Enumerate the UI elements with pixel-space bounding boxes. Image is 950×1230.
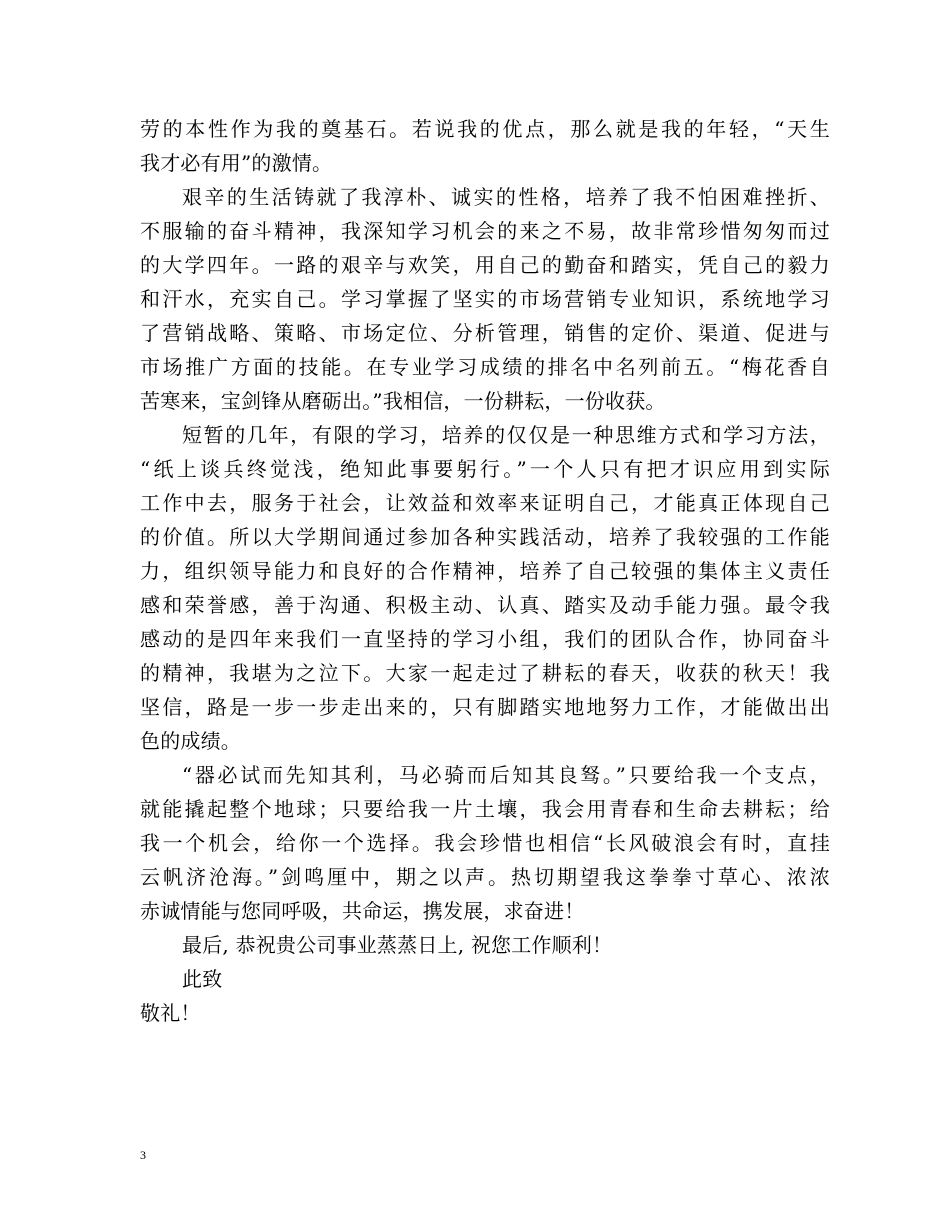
body-text-line: 工作中去，服务于社会，让效益和效率来证明自己，才能真正体现自己 xyxy=(140,491,830,515)
salutation-jingli: 敬礼！ xyxy=(140,1001,201,1025)
body-text-line: 市场推广方面的技能。在专业学习成绩的排名中名列前五。“梅花香自 xyxy=(140,355,830,379)
body-text-line: 感动的是四年来我们一直坚持的学习小组，我们的团队合作，协同奋斗 xyxy=(140,627,830,651)
body-text-line: 我一个机会，给你一个选择。我会珍惜也相信“长风破浪会有时，直挂 xyxy=(140,831,830,855)
body-text-line: 的精神，我堪为之泣下。大家一起走过了耕耘的春天，收获的秋天！我 xyxy=(140,661,830,685)
salutation-cizhi: 此致 xyxy=(182,967,223,991)
body-text-line: 赤诚情能与您同呼吸，共命运，携发展，求奋进！ xyxy=(140,899,585,923)
body-text-line: 和汗水，充实自己。学习掌握了坚实的市场营销专业知识，系统地学习 xyxy=(140,287,830,311)
body-text-line: 感和荣誉感，善于沟通、积极主动、认真、踏实及动手能力强。最令我 xyxy=(140,593,830,617)
body-text-line: 的大学四年。一路的艰辛与欢笑，用自己的勤奋和踏实，凭自己的毅力 xyxy=(140,253,830,277)
body-text-line: 苦寒来，宝剑锋从磨砺出。”我相信，一份耕耘，一份收获。 xyxy=(140,389,666,413)
body-text-line: 了营销战略、策略、市场定位、分析管理，销售的定价、渠道、促进与 xyxy=(140,321,830,345)
page-number: 3 xyxy=(140,1148,146,1162)
body-text-line: 坚信，路是一步一步走出来的，只有脚踏实地地努力工作，才能做出出 xyxy=(140,695,830,719)
body-text-line: 短暂的几年，有限的学习，培养的仅仅是一种思维方式和学习方法， xyxy=(182,423,830,447)
body-text-line: 劳的本性作为我的奠基石。若说我的优点，那么就是我的年轻，“天生 xyxy=(140,117,830,141)
body-text-line: 云帆济沧海。”剑鸣厘中，期之以声。热切期望我这拳拳寸草心、浓浓 xyxy=(140,865,830,889)
body-text-line: 色的成绩。 xyxy=(140,729,241,753)
body-text-line: 的价值。所以大学期间通过参加各种实践活动，培养了我较强的工作能 xyxy=(140,525,830,549)
body-text-line: “纸上谈兵终觉浅，绝知此事要躬行。”一个人只有把才识应用到实际 xyxy=(140,457,830,481)
body-text-line: “器必试而先知其利，马必骑而后知其良驽。”只要给我一个支点， xyxy=(182,763,830,787)
body-text-line: 力，组织领导能力和良好的合作精神，培养了自己较强的集体主义责任 xyxy=(140,559,830,583)
body-text-line: 就能撬起整个地球；只要给我一片土壤，我会用青春和生命去耕耘；给 xyxy=(140,797,830,821)
body-text-line: 艰辛的生活铸就了我淳朴、诚实的性格，培养了我不怕困难挫折、 xyxy=(182,185,830,209)
body-text-line: 不服输的奋斗精神，我深知学习机会的来之不易，故非常珍惜匆匆而过 xyxy=(140,219,830,243)
closing-wish: 最后, 恭祝贵公司事业蒸蒸日上, 祝您工作顺利！ xyxy=(182,933,613,957)
body-text-line: 我才必有用”的激情。 xyxy=(140,151,333,175)
